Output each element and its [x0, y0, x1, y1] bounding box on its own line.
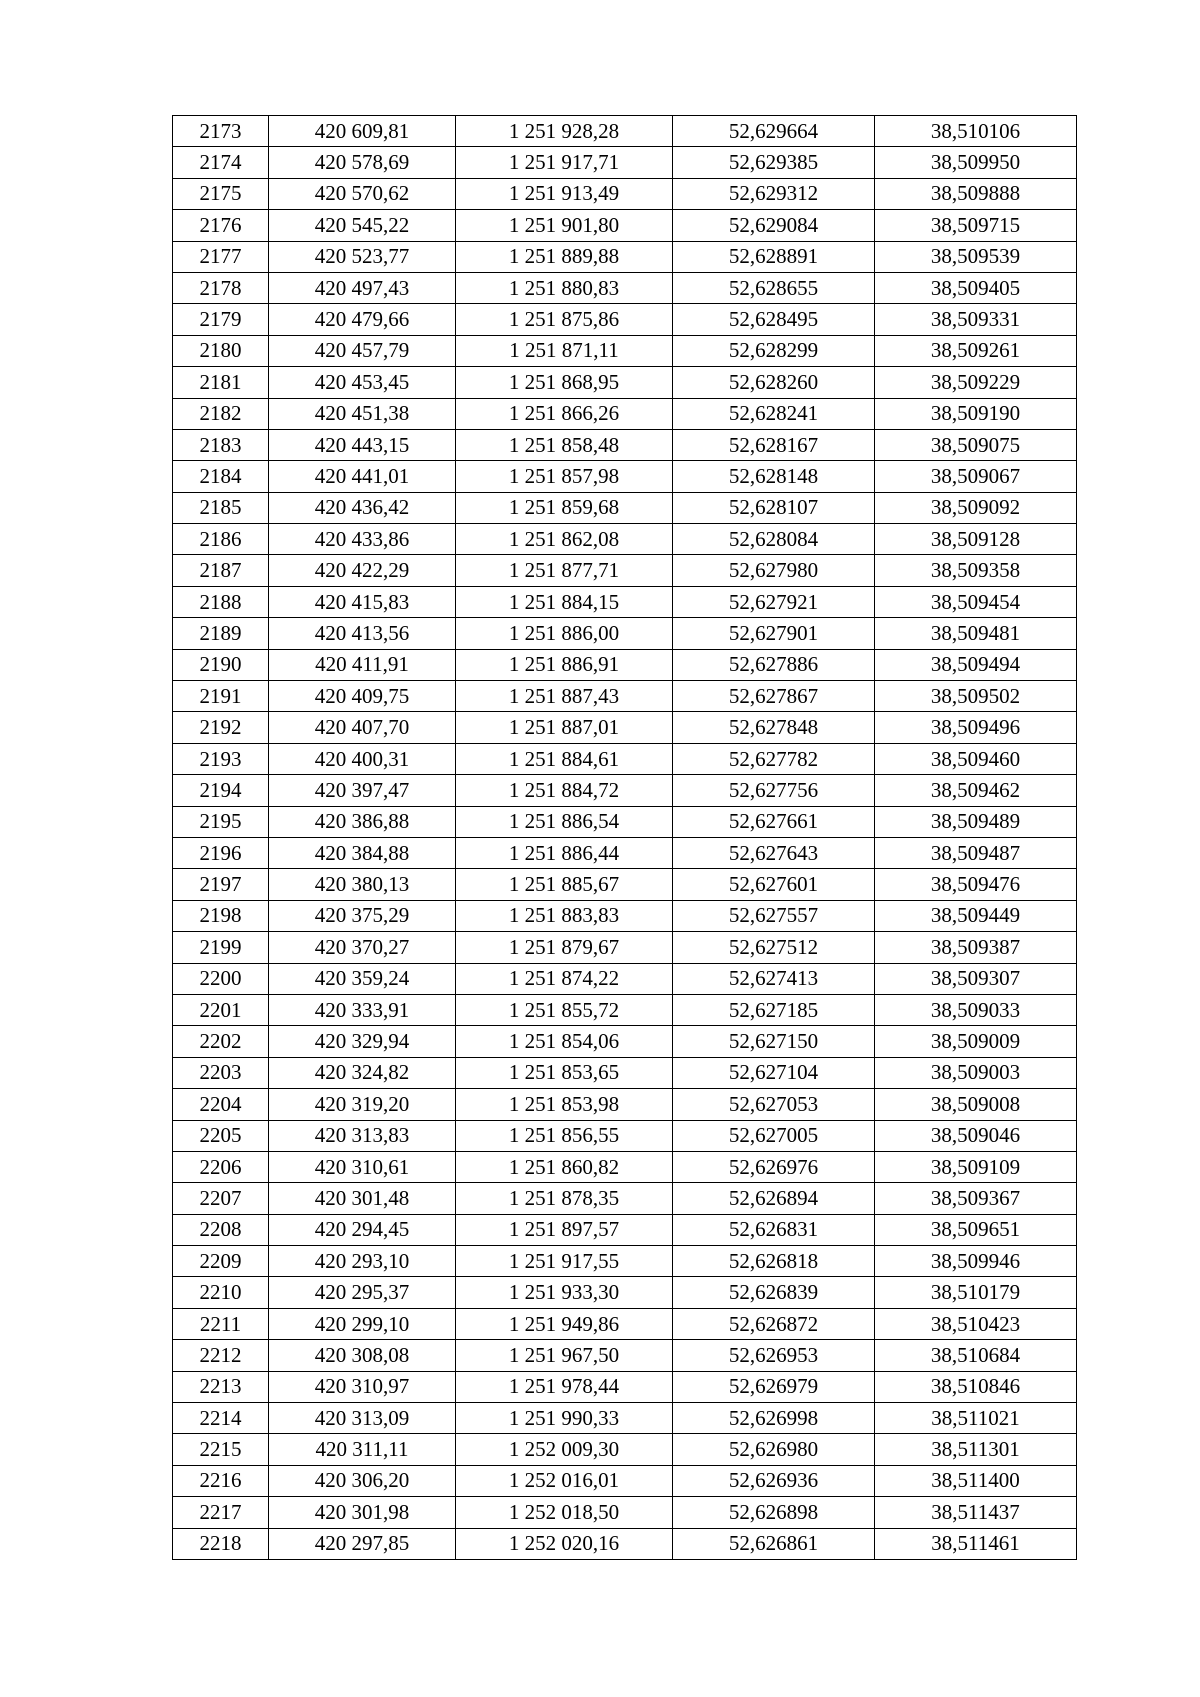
point-number-cell: 2212	[173, 1340, 269, 1371]
table-row	[173, 1371, 1077, 1402]
latitude-cell: 52,628107	[673, 492, 875, 523]
point-number-cell: 2180	[173, 335, 269, 366]
longitude-cell: 38,510684	[875, 1340, 1077, 1371]
y-coordinate-cell: 1 251 917,55	[456, 1246, 673, 1277]
y-coordinate-cell: 1 251 949,86	[456, 1308, 673, 1339]
x-coordinate-cell: 420 400,31	[269, 743, 456, 774]
point-number-cell: 2213	[173, 1371, 269, 1402]
table-row	[173, 1057, 1077, 1088]
point-number-cell: 2173	[173, 116, 269, 147]
y-coordinate-cell: 1 251 917,71	[456, 147, 673, 178]
y-coordinate-cell: 1 251 854,06	[456, 1026, 673, 1057]
x-coordinate-cell: 420 545,22	[269, 210, 456, 241]
latitude-cell: 52,627661	[673, 806, 875, 837]
x-coordinate-cell: 420 609,81	[269, 116, 456, 147]
latitude-cell: 52,627185	[673, 994, 875, 1025]
y-coordinate-cell: 1 251 853,65	[456, 1057, 673, 1088]
longitude-cell: 38,509888	[875, 178, 1077, 209]
latitude-cell: 52,628260	[673, 367, 875, 398]
latitude-cell: 52,626898	[673, 1497, 875, 1528]
x-coordinate-cell: 420 397,47	[269, 775, 456, 806]
latitude-cell: 52,626894	[673, 1183, 875, 1214]
point-number-cell: 2197	[173, 869, 269, 900]
x-coordinate-cell: 420 329,94	[269, 1026, 456, 1057]
y-coordinate-cell: 1 251 874,22	[456, 963, 673, 994]
table-row	[173, 492, 1077, 523]
y-coordinate-cell: 1 251 853,98	[456, 1089, 673, 1120]
coordinates-table-body	[173, 116, 1077, 1560]
table-row	[173, 649, 1077, 680]
table-row	[173, 1434, 1077, 1465]
y-coordinate-cell: 1 251 901,80	[456, 210, 673, 241]
longitude-cell: 38,510179	[875, 1277, 1077, 1308]
y-coordinate-cell: 1 251 878,35	[456, 1183, 673, 1214]
table-row	[173, 681, 1077, 712]
longitude-cell: 38,509229	[875, 367, 1077, 398]
y-coordinate-cell: 1 251 868,95	[456, 367, 673, 398]
y-coordinate-cell: 1 251 886,44	[456, 837, 673, 868]
point-number-cell: 2217	[173, 1497, 269, 1528]
latitude-cell: 52,629385	[673, 147, 875, 178]
latitude-cell: 52,626839	[673, 1277, 875, 1308]
x-coordinate-cell: 420 523,77	[269, 241, 456, 272]
point-number-cell: 2199	[173, 932, 269, 963]
latitude-cell: 52,629664	[673, 116, 875, 147]
table-row	[173, 1403, 1077, 1434]
x-coordinate-cell: 420 578,69	[269, 147, 456, 178]
longitude-cell: 38,509092	[875, 492, 1077, 523]
table-row	[173, 1340, 1077, 1371]
x-coordinate-cell: 420 297,85	[269, 1528, 456, 1559]
longitude-cell: 38,509033	[875, 994, 1077, 1025]
point-number-cell: 2188	[173, 586, 269, 617]
x-coordinate-cell: 420 294,45	[269, 1214, 456, 1245]
y-coordinate-cell: 1 251 928,28	[456, 116, 673, 147]
longitude-cell: 38,509003	[875, 1057, 1077, 1088]
latitude-cell: 52,627848	[673, 712, 875, 743]
point-number-cell: 2186	[173, 524, 269, 555]
latitude-cell: 52,626818	[673, 1246, 875, 1277]
y-coordinate-cell: 1 251 885,67	[456, 869, 673, 900]
y-coordinate-cell: 1 251 877,71	[456, 555, 673, 586]
table-row	[173, 178, 1077, 209]
latitude-cell: 52,627980	[673, 555, 875, 586]
table-row	[173, 1089, 1077, 1120]
point-number-cell: 2215	[173, 1434, 269, 1465]
x-coordinate-cell: 420 413,56	[269, 618, 456, 649]
y-coordinate-cell: 1 251 859,68	[456, 492, 673, 523]
point-number-cell: 2214	[173, 1403, 269, 1434]
latitude-cell: 52,629312	[673, 178, 875, 209]
point-number-cell: 2204	[173, 1089, 269, 1120]
y-coordinate-cell: 1 251 933,30	[456, 1277, 673, 1308]
point-number-cell: 2179	[173, 304, 269, 335]
longitude-cell: 38,510423	[875, 1308, 1077, 1339]
latitude-cell: 52,626980	[673, 1434, 875, 1465]
table-row	[173, 524, 1077, 555]
latitude-cell: 52,627512	[673, 932, 875, 963]
x-coordinate-cell: 420 301,48	[269, 1183, 456, 1214]
table-row	[173, 837, 1077, 868]
y-coordinate-cell: 1 251 857,98	[456, 461, 673, 492]
table-row	[173, 1214, 1077, 1245]
latitude-cell: 52,626979	[673, 1371, 875, 1402]
latitude-cell: 52,626998	[673, 1403, 875, 1434]
x-coordinate-cell: 420 433,86	[269, 524, 456, 555]
longitude-cell: 38,509946	[875, 1246, 1077, 1277]
y-coordinate-cell: 1 252 018,50	[456, 1497, 673, 1528]
longitude-cell: 38,509358	[875, 555, 1077, 586]
y-coordinate-cell: 1 251 858,48	[456, 429, 673, 460]
latitude-cell: 52,627557	[673, 900, 875, 931]
longitude-cell: 38,509008	[875, 1089, 1077, 1120]
longitude-cell: 38,509502	[875, 681, 1077, 712]
table-row	[173, 1183, 1077, 1214]
x-coordinate-cell: 420 409,75	[269, 681, 456, 712]
latitude-cell: 52,627643	[673, 837, 875, 868]
table-row	[173, 1465, 1077, 1496]
x-coordinate-cell: 420 422,29	[269, 555, 456, 586]
point-number-cell: 2203	[173, 1057, 269, 1088]
longitude-cell: 38,509387	[875, 932, 1077, 963]
longitude-cell: 38,509496	[875, 712, 1077, 743]
point-number-cell: 2201	[173, 994, 269, 1025]
latitude-cell: 52,627782	[673, 743, 875, 774]
point-number-cell: 2196	[173, 837, 269, 868]
y-coordinate-cell: 1 251 879,67	[456, 932, 673, 963]
x-coordinate-cell: 420 370,27	[269, 932, 456, 963]
longitude-cell: 38,509046	[875, 1120, 1077, 1151]
longitude-cell: 38,511021	[875, 1403, 1077, 1434]
x-coordinate-cell: 420 415,83	[269, 586, 456, 617]
x-coordinate-cell: 420 443,15	[269, 429, 456, 460]
latitude-cell: 52,627901	[673, 618, 875, 649]
latitude-cell: 52,628655	[673, 272, 875, 303]
y-coordinate-cell: 1 251 884,72	[456, 775, 673, 806]
point-number-cell: 2218	[173, 1528, 269, 1559]
x-coordinate-cell: 420 313,83	[269, 1120, 456, 1151]
x-coordinate-cell: 420 359,24	[269, 963, 456, 994]
point-number-cell: 2177	[173, 241, 269, 272]
x-coordinate-cell: 420 333,91	[269, 994, 456, 1025]
point-number-cell: 2206	[173, 1151, 269, 1182]
latitude-cell: 52,626872	[673, 1308, 875, 1339]
latitude-cell: 52,627053	[673, 1089, 875, 1120]
point-number-cell: 2189	[173, 618, 269, 649]
latitude-cell: 52,627921	[673, 586, 875, 617]
longitude-cell: 38,510106	[875, 116, 1077, 147]
table-row	[173, 116, 1077, 147]
latitude-cell: 52,626976	[673, 1151, 875, 1182]
table-row	[173, 210, 1077, 241]
table-row	[173, 1026, 1077, 1057]
table-row	[173, 932, 1077, 963]
longitude-cell: 38,509367	[875, 1183, 1077, 1214]
x-coordinate-cell: 420 384,88	[269, 837, 456, 868]
table-row	[173, 1308, 1077, 1339]
latitude-cell: 52,628495	[673, 304, 875, 335]
latitude-cell: 52,626831	[673, 1214, 875, 1245]
longitude-cell: 38,510846	[875, 1371, 1077, 1402]
y-coordinate-cell: 1 251 978,44	[456, 1371, 673, 1402]
x-coordinate-cell: 420 301,98	[269, 1497, 456, 1528]
table-row	[173, 304, 1077, 335]
point-number-cell: 2182	[173, 398, 269, 429]
y-coordinate-cell: 1 251 884,15	[456, 586, 673, 617]
y-coordinate-cell: 1 251 860,82	[456, 1151, 673, 1182]
y-coordinate-cell: 1 251 889,88	[456, 241, 673, 272]
table-row	[173, 1246, 1077, 1277]
table-row	[173, 775, 1077, 806]
x-coordinate-cell: 420 386,88	[269, 806, 456, 837]
latitude-cell: 52,627150	[673, 1026, 875, 1057]
x-coordinate-cell: 420 479,66	[269, 304, 456, 335]
longitude-cell: 38,509190	[875, 398, 1077, 429]
latitude-cell: 52,628299	[673, 335, 875, 366]
longitude-cell: 38,509128	[875, 524, 1077, 555]
x-coordinate-cell: 420 411,91	[269, 649, 456, 680]
table-row	[173, 743, 1077, 774]
x-coordinate-cell: 420 324,82	[269, 1057, 456, 1088]
longitude-cell: 38,509950	[875, 147, 1077, 178]
longitude-cell: 38,509405	[875, 272, 1077, 303]
x-coordinate-cell: 420 293,10	[269, 1246, 456, 1277]
y-coordinate-cell: 1 252 020,16	[456, 1528, 673, 1559]
point-number-cell: 2208	[173, 1214, 269, 1245]
x-coordinate-cell: 420 497,43	[269, 272, 456, 303]
point-number-cell: 2174	[173, 147, 269, 178]
y-coordinate-cell: 1 251 862,08	[456, 524, 673, 555]
table-row	[173, 429, 1077, 460]
longitude-cell: 38,509489	[875, 806, 1077, 837]
table-row	[173, 1528, 1077, 1559]
x-coordinate-cell: 420 313,09	[269, 1403, 456, 1434]
latitude-cell: 52,627867	[673, 681, 875, 712]
x-coordinate-cell: 420 295,37	[269, 1277, 456, 1308]
y-coordinate-cell: 1 251 866,26	[456, 398, 673, 429]
x-coordinate-cell: 420 299,10	[269, 1308, 456, 1339]
point-number-cell: 2205	[173, 1120, 269, 1151]
point-number-cell: 2210	[173, 1277, 269, 1308]
point-number-cell: 2184	[173, 461, 269, 492]
longitude-cell: 38,509715	[875, 210, 1077, 241]
latitude-cell: 52,628148	[673, 461, 875, 492]
point-number-cell: 2183	[173, 429, 269, 460]
point-number-cell: 2202	[173, 1026, 269, 1057]
point-number-cell: 2178	[173, 272, 269, 303]
table-row	[173, 241, 1077, 272]
point-number-cell: 2195	[173, 806, 269, 837]
table-row	[173, 1497, 1077, 1528]
latitude-cell: 52,626953	[673, 1340, 875, 1371]
point-number-cell: 2207	[173, 1183, 269, 1214]
y-coordinate-cell: 1 251 897,57	[456, 1214, 673, 1245]
y-coordinate-cell: 1 251 887,01	[456, 712, 673, 743]
longitude-cell: 38,509487	[875, 837, 1077, 868]
x-coordinate-cell: 420 453,45	[269, 367, 456, 398]
longitude-cell: 38,509651	[875, 1214, 1077, 1245]
point-number-cell: 2209	[173, 1246, 269, 1277]
longitude-cell: 38,509476	[875, 869, 1077, 900]
x-coordinate-cell: 420 306,20	[269, 1465, 456, 1496]
table-row	[173, 712, 1077, 743]
x-coordinate-cell: 420 319,20	[269, 1089, 456, 1120]
x-coordinate-cell: 420 407,70	[269, 712, 456, 743]
y-coordinate-cell: 1 251 886,00	[456, 618, 673, 649]
y-coordinate-cell: 1 251 886,54	[456, 806, 673, 837]
y-coordinate-cell: 1 251 855,72	[456, 994, 673, 1025]
table-row	[173, 335, 1077, 366]
point-number-cell: 2187	[173, 555, 269, 586]
longitude-cell: 38,509067	[875, 461, 1077, 492]
x-coordinate-cell: 420 375,29	[269, 900, 456, 931]
y-coordinate-cell: 1 251 880,83	[456, 272, 673, 303]
longitude-cell: 38,511301	[875, 1434, 1077, 1465]
x-coordinate-cell: 420 310,61	[269, 1151, 456, 1182]
latitude-cell: 52,626936	[673, 1465, 875, 1496]
longitude-cell: 38,509462	[875, 775, 1077, 806]
point-number-cell: 2191	[173, 681, 269, 712]
latitude-cell: 52,628891	[673, 241, 875, 272]
point-number-cell: 2198	[173, 900, 269, 931]
latitude-cell: 52,627756	[673, 775, 875, 806]
y-coordinate-cell: 1 251 967,50	[456, 1340, 673, 1371]
point-number-cell: 2211	[173, 1308, 269, 1339]
point-number-cell: 2185	[173, 492, 269, 523]
longitude-cell: 38,511437	[875, 1497, 1077, 1528]
longitude-cell: 38,509454	[875, 586, 1077, 617]
longitude-cell: 38,511400	[875, 1465, 1077, 1496]
longitude-cell: 38,509261	[875, 335, 1077, 366]
y-coordinate-cell: 1 251 990,33	[456, 1403, 673, 1434]
point-number-cell: 2216	[173, 1465, 269, 1496]
y-coordinate-cell: 1 251 913,49	[456, 178, 673, 209]
point-number-cell: 2194	[173, 775, 269, 806]
table-row	[173, 586, 1077, 617]
latitude-cell: 52,628084	[673, 524, 875, 555]
point-number-cell: 2175	[173, 178, 269, 209]
table-row	[173, 618, 1077, 649]
coordinates-table	[172, 115, 1077, 1560]
latitude-cell: 52,628241	[673, 398, 875, 429]
x-coordinate-cell: 420 311,11	[269, 1434, 456, 1465]
x-coordinate-cell: 420 436,42	[269, 492, 456, 523]
longitude-cell: 38,509460	[875, 743, 1077, 774]
point-number-cell: 2192	[173, 712, 269, 743]
point-number-cell: 2190	[173, 649, 269, 680]
latitude-cell: 52,627601	[673, 869, 875, 900]
longitude-cell: 38,511461	[875, 1528, 1077, 1559]
table-row	[173, 367, 1077, 398]
table-row	[173, 900, 1077, 931]
x-coordinate-cell: 420 451,38	[269, 398, 456, 429]
y-coordinate-cell: 1 251 856,55	[456, 1120, 673, 1151]
table-row	[173, 147, 1077, 178]
longitude-cell: 38,509494	[875, 649, 1077, 680]
longitude-cell: 38,509331	[875, 304, 1077, 335]
y-coordinate-cell: 1 251 883,83	[456, 900, 673, 931]
longitude-cell: 38,509075	[875, 429, 1077, 460]
y-coordinate-cell: 1 251 884,61	[456, 743, 673, 774]
table-row	[173, 461, 1077, 492]
latitude-cell: 52,627005	[673, 1120, 875, 1151]
latitude-cell: 52,628167	[673, 429, 875, 460]
latitude-cell: 52,626861	[673, 1528, 875, 1559]
table-row	[173, 1120, 1077, 1151]
point-number-cell: 2181	[173, 367, 269, 398]
table-row	[173, 555, 1077, 586]
point-number-cell: 2176	[173, 210, 269, 241]
y-coordinate-cell: 1 252 009,30	[456, 1434, 673, 1465]
latitude-cell: 52,627413	[673, 963, 875, 994]
x-coordinate-cell: 420 441,01	[269, 461, 456, 492]
y-coordinate-cell: 1 251 875,86	[456, 304, 673, 335]
latitude-cell: 52,629084	[673, 210, 875, 241]
longitude-cell: 38,509449	[875, 900, 1077, 931]
table-row	[173, 1151, 1077, 1182]
y-coordinate-cell: 1 251 887,43	[456, 681, 673, 712]
table-row	[173, 806, 1077, 837]
latitude-cell: 52,627886	[673, 649, 875, 680]
latitude-cell: 52,627104	[673, 1057, 875, 1088]
y-coordinate-cell: 1 251 871,11	[456, 335, 673, 366]
y-coordinate-cell: 1 251 886,91	[456, 649, 673, 680]
table-row	[173, 869, 1077, 900]
longitude-cell: 38,509307	[875, 963, 1077, 994]
longitude-cell: 38,509539	[875, 241, 1077, 272]
x-coordinate-cell: 420 310,97	[269, 1371, 456, 1402]
longitude-cell: 38,509109	[875, 1151, 1077, 1182]
y-coordinate-cell: 1 252 016,01	[456, 1465, 673, 1496]
longitude-cell: 38,509009	[875, 1026, 1077, 1057]
x-coordinate-cell: 420 457,79	[269, 335, 456, 366]
x-coordinate-cell: 420 570,62	[269, 178, 456, 209]
table-row	[173, 398, 1077, 429]
table-row	[173, 994, 1077, 1025]
table-row	[173, 1277, 1077, 1308]
longitude-cell: 38,509481	[875, 618, 1077, 649]
point-number-cell: 2200	[173, 963, 269, 994]
table-row	[173, 272, 1077, 303]
table-row	[173, 963, 1077, 994]
x-coordinate-cell: 420 308,08	[269, 1340, 456, 1371]
point-number-cell: 2193	[173, 743, 269, 774]
x-coordinate-cell: 420 380,13	[269, 869, 456, 900]
